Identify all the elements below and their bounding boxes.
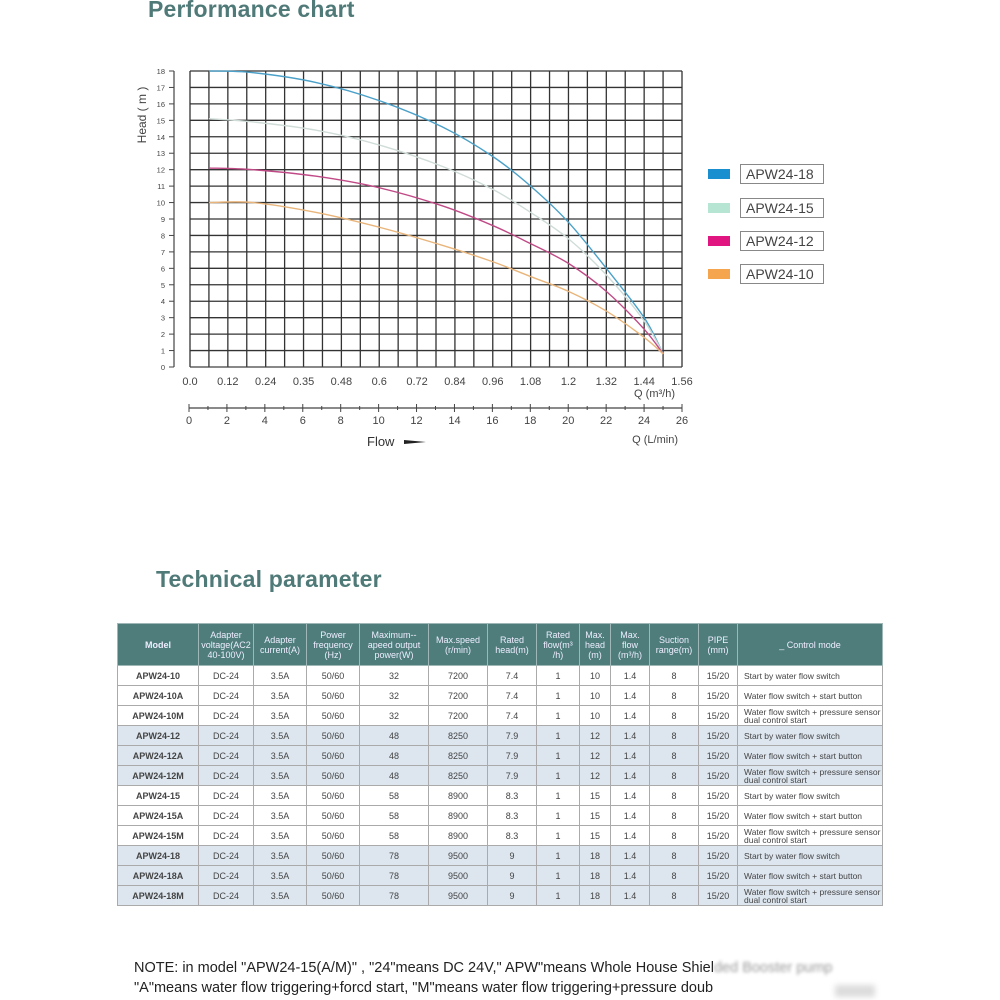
control-mode-cell: Water flow switch + start button	[738, 806, 883, 826]
table-row	[118, 806, 883, 826]
table-cell: 8	[650, 786, 699, 806]
table-cell: 8	[650, 666, 699, 686]
table-row	[118, 826, 883, 846]
y-tick-label: 14	[156, 132, 165, 142]
table-cell: 15	[580, 806, 611, 826]
table-cell: DC-24	[199, 846, 254, 866]
table-cell: 7200	[429, 686, 488, 706]
table-cell: 8	[650, 846, 699, 866]
table-cell: 3.5A	[254, 666, 307, 686]
table-cell: 1.4	[611, 746, 650, 766]
table-cell: 15/20	[699, 766, 738, 786]
table-cell: 3.5A	[254, 826, 307, 846]
legend-item	[708, 198, 824, 218]
table-cell: 1.4	[611, 766, 650, 786]
control-mode-cell: Water flow switch + start button	[738, 686, 883, 706]
control-mode-cell: Water flow switch + start button	[738, 866, 883, 886]
blurred-overlay	[835, 985, 875, 997]
table-cell: DC-24	[199, 666, 254, 686]
table-cell: 8900	[429, 806, 488, 826]
table-cell: 3.5A	[254, 786, 307, 806]
x-tick-label: 0.12	[217, 376, 239, 388]
table-cell: DC-24	[199, 866, 254, 886]
table-cell: 8	[650, 806, 699, 826]
x2-tick-label: 20	[562, 415, 575, 427]
x-tick-label: 0.72	[406, 376, 428, 388]
y-axis-label: Head ( m )	[135, 86, 149, 144]
table-cell: 3.5A	[254, 886, 307, 906]
table-header-cell: Power frequency (Hz)	[307, 624, 360, 666]
table-cell: 1	[537, 826, 580, 846]
legend-label: APW24-15	[740, 198, 824, 218]
legend-swatch	[708, 169, 730, 179]
x2-tick-label: 4	[261, 415, 268, 427]
table-cell: 8250	[429, 746, 488, 766]
table-header-row	[118, 624, 883, 666]
table-cell: 32	[360, 666, 429, 686]
control-mode-cell: Start by water flow switch	[738, 666, 883, 686]
model-cell: APW24-18M	[118, 886, 199, 906]
technical-parameter-title: Technical parameter	[156, 566, 382, 592]
model-cell: APW24-18	[118, 846, 199, 866]
y-tick-label: 4	[160, 297, 165, 307]
table-row	[118, 866, 883, 886]
table-cell: 50/60	[307, 846, 360, 866]
x-tick-label: 0.6	[371, 376, 387, 388]
table-cell: DC-24	[199, 746, 254, 766]
table-cell: 8900	[429, 786, 488, 806]
legend-swatch	[708, 203, 730, 213]
table-cell: DC-24	[199, 806, 254, 826]
table-cell: 8250	[429, 766, 488, 786]
table-cell: 58	[360, 826, 429, 846]
table-cell: 10	[580, 706, 611, 726]
table-cell: 9500	[429, 866, 488, 886]
table-cell: 18	[580, 846, 611, 866]
x-tick-label: 1.2	[560, 376, 577, 388]
table-cell: 3.5A	[254, 726, 307, 746]
table-row	[118, 666, 883, 686]
note-line-1-text: NOTE: in model "APW24-15(A/M)" , "24"means DC 24V," APW"means Whole House Shiel	[134, 960, 714, 976]
table-cell: 50/60	[307, 686, 360, 706]
table-row	[118, 746, 883, 766]
table-cell: DC-24	[199, 786, 254, 806]
table-cell: 1.4	[611, 706, 650, 726]
table-cell: DC-24	[199, 686, 254, 706]
model-cell: APW24-15M	[118, 826, 199, 846]
table-cell: DC-24	[199, 706, 254, 726]
table-cell: 1.4	[611, 786, 650, 806]
table-cell: 15/20	[699, 866, 738, 886]
table-row	[118, 726, 883, 746]
x2-tick-label: 8	[337, 415, 344, 427]
table-cell: 8	[650, 826, 699, 846]
table-cell: 15/20	[699, 786, 738, 806]
x-tick-label: 0.84	[444, 376, 466, 388]
note-line-1-obscured: ded Booster pump	[713, 960, 833, 976]
table-cell: 50/60	[307, 826, 360, 846]
table-cell: 1	[537, 846, 580, 866]
model-cell: APW24-15	[118, 786, 199, 806]
table-cell: 3.5A	[254, 866, 307, 886]
table-cell: 50/60	[307, 726, 360, 746]
table-header-cell: Maximum-- apeed output power(W)	[360, 624, 429, 666]
table-cell: 9500	[429, 846, 488, 866]
model-cell: APW24-12A	[118, 746, 199, 766]
model-cell: APW24-10M	[118, 706, 199, 726]
table-cell: 8900	[429, 826, 488, 846]
table-cell: 10	[580, 686, 611, 706]
table-cell: 8	[650, 686, 699, 706]
table-cell: DC-24	[199, 766, 254, 786]
table-cell: 7.4	[488, 666, 537, 686]
table-cell: 58	[360, 806, 429, 826]
model-cell: APW24-15A	[118, 806, 199, 826]
control-mode-cell: Start by water flow switch	[738, 786, 883, 806]
table-cell: 1	[537, 706, 580, 726]
table-cell: 18	[580, 886, 611, 906]
table-header-cell: Max. head (m)	[580, 624, 611, 666]
table-cell: 1.4	[611, 806, 650, 826]
table-row	[118, 886, 883, 906]
table-cell: 58	[360, 786, 429, 806]
table-cell: 1.4	[611, 826, 650, 846]
table-cell: 50/60	[307, 706, 360, 726]
table-cell: 78	[360, 846, 429, 866]
x-tick-label: 0.96	[482, 376, 504, 388]
table-cell: 15	[580, 826, 611, 846]
control-mode-cell: Water flow switch + start button	[738, 746, 883, 766]
y-tick-label: 7	[160, 247, 165, 257]
y-tick-label: 8	[160, 231, 165, 241]
table-cell: DC-24	[199, 726, 254, 746]
table-cell: 8	[650, 726, 699, 746]
legend-item	[708, 264, 824, 284]
table-cell: 15/20	[699, 746, 738, 766]
table-header-cell: Adapter voltage(AC2 40-100V)	[199, 624, 254, 666]
y-tick-label: 5	[160, 280, 165, 290]
technical-parameter-table	[117, 623, 883, 906]
x-tick-label: 1.32	[595, 376, 618, 388]
table-cell: 3.5A	[254, 746, 307, 766]
x-tick-label: 1.56	[671, 376, 693, 388]
table-row	[118, 786, 883, 806]
y-tick-label: 3	[160, 313, 165, 323]
table-cell: 8.3	[488, 786, 537, 806]
table-cell: 7.4	[488, 686, 537, 706]
table-header-cell: _ Control mode	[738, 624, 883, 666]
table-row	[118, 846, 883, 866]
table-cell: 1	[537, 786, 580, 806]
control-mode-cell: Water flow switch + pressure sensor dual control start	[738, 706, 883, 726]
x-tick-label: 0.0	[182, 376, 198, 388]
legend-item	[708, 164, 824, 184]
table-cell: 18	[580, 866, 611, 886]
y-tick-label: 11	[157, 182, 165, 192]
x2-tick-label: 14	[448, 415, 461, 427]
table-row	[118, 766, 883, 786]
table-cell: 15/20	[699, 726, 738, 746]
x2-unit-label: Q (L/min)	[632, 434, 678, 446]
table-cell: 8	[650, 746, 699, 766]
table-cell: 1	[537, 686, 580, 706]
x-tick-label: 0.35	[292, 376, 315, 388]
table-cell: 1.4	[611, 886, 650, 906]
table-cell: DC-24	[199, 826, 254, 846]
table-cell: 8	[650, 866, 699, 886]
table-cell: 15/20	[699, 826, 738, 846]
table-cell: 32	[360, 706, 429, 726]
flow-arrow-icon	[404, 440, 426, 444]
table-cell: 1.4	[611, 686, 650, 706]
y-tick-label: 15	[156, 116, 165, 126]
y-tick-label: 9	[160, 215, 165, 224]
table-cell: 15/20	[699, 666, 738, 686]
model-cell: APW24-10	[118, 666, 199, 686]
table-cell: 7200	[429, 666, 488, 686]
x2-tick-label: 18	[524, 415, 537, 427]
x2-tick-label: 10	[372, 415, 385, 427]
table-row	[118, 686, 883, 706]
table-cell: 9	[488, 866, 537, 886]
y-tick-label: 17	[156, 83, 165, 93]
table-cell: 1	[537, 666, 580, 686]
y-tick-label: 10	[156, 198, 165, 208]
table-header-cell: Max.speed (r/min)	[429, 624, 488, 666]
table-header-cell: Adapter current(A)	[254, 624, 307, 666]
table-cell: 15/20	[699, 806, 738, 826]
table-cell: 15/20	[699, 886, 738, 906]
table-header-cell: Max. flow (m³/h)	[611, 624, 650, 666]
table-cell: 12	[580, 726, 611, 746]
y-tick-label: 6	[160, 264, 165, 274]
table-cell: 1.4	[611, 666, 650, 686]
table-cell: 15/20	[699, 706, 738, 726]
table-cell: 1.4	[611, 726, 650, 746]
table-cell: 1.4	[611, 846, 650, 866]
table-cell: 8250	[429, 726, 488, 746]
table-header-cell: Suction range(m)	[650, 624, 699, 666]
table-cell: 1	[537, 726, 580, 746]
x-tick-label: 0.48	[330, 376, 353, 388]
x-axis-label: Flow	[367, 434, 395, 449]
x2-tick-label: 6	[299, 415, 306, 427]
table-cell: 15	[580, 786, 611, 806]
note-line-1	[134, 960, 832, 976]
table-cell: 3.5A	[254, 706, 307, 726]
table-cell: 50/60	[307, 746, 360, 766]
table-cell: 78	[360, 866, 429, 886]
table-header-cell: PIPE (mm)	[699, 624, 738, 666]
table-cell: 1	[537, 766, 580, 786]
table-cell: 9500	[429, 886, 488, 906]
table-cell: 3.5A	[254, 846, 307, 866]
table-row	[118, 706, 883, 726]
legend-label: APW24-18	[740, 164, 824, 184]
x-tick-label: 1.44	[633, 376, 655, 388]
table-cell: 8.3	[488, 806, 537, 826]
x-unit-label: Q (m³/h)	[634, 388, 675, 400]
legend-label: APW24-12	[740, 231, 824, 251]
x2-tick-label: 22	[600, 415, 613, 427]
control-mode-cell: Start by water flow switch	[738, 726, 883, 746]
x2-tick-label: 2	[223, 415, 230, 427]
table-cell: 9	[488, 846, 537, 866]
table-header-cell: Rated flow(m³ /h)	[537, 624, 580, 666]
model-cell: APW24-10A	[118, 686, 199, 706]
table-cell: 50/60	[307, 886, 360, 906]
y-tick-label: 12	[156, 165, 165, 175]
table-cell: 10	[580, 666, 611, 686]
x2-tick-label: 24	[637, 415, 651, 427]
table-cell: 50/60	[307, 786, 360, 806]
legend-label: APW24-10	[740, 264, 824, 284]
table-cell: 50/60	[307, 666, 360, 686]
control-mode-cell: Start by water flow switch	[738, 846, 883, 866]
table-cell: 1	[537, 746, 580, 766]
performance-chart	[0, 0, 1000, 470]
x-tick-label: 1.08	[519, 376, 542, 388]
x2-tick-label: 12	[410, 415, 423, 427]
table-header-cell: Model	[118, 624, 199, 666]
table-cell: 7.9	[488, 766, 537, 786]
control-mode-cell: Water flow switch + pressure sensor dual control start	[738, 766, 883, 786]
x2-tick-label: 0	[185, 415, 193, 427]
table-header-cell: Rated head(m)	[488, 624, 537, 666]
table-cell: 32	[360, 686, 429, 706]
y-tick-label: 1	[160, 346, 165, 356]
table-cell: 7.4	[488, 706, 537, 726]
table-cell: 1	[537, 806, 580, 826]
table-cell: 8	[650, 886, 699, 906]
y-tick-label: 2	[160, 330, 165, 340]
table-cell: 3.5A	[254, 806, 307, 826]
control-mode-cell: Water flow switch + pressure sensor dual control start	[738, 886, 883, 906]
y-tick-label: 0	[160, 363, 165, 372]
y-tick-label: 13	[156, 149, 165, 159]
table-cell: 9	[488, 886, 537, 906]
x2-tick-label: 26	[675, 415, 689, 427]
table-cell: 15/20	[699, 846, 738, 866]
table-cell: 1.4	[611, 866, 650, 886]
table-cell: 78	[360, 886, 429, 906]
table-cell: 50/60	[307, 866, 360, 886]
table-cell: 7.9	[488, 726, 537, 746]
table-cell: 50/60	[307, 766, 360, 786]
x2-tick-label: 16	[486, 415, 499, 427]
performance-chart-title: Performance chart	[148, 0, 355, 22]
table-cell: 12	[580, 746, 611, 766]
table-cell: 12	[580, 766, 611, 786]
table-cell: DC-24	[199, 886, 254, 906]
y-tick-label: 16	[156, 99, 165, 109]
table-cell: 8	[650, 766, 699, 786]
model-cell: APW24-18A	[118, 866, 199, 886]
note-line-2: "A"means water flow triggering+forcd start, "M"means water flow triggering+pressure doub	[134, 980, 714, 996]
table-cell: 48	[360, 746, 429, 766]
table-cell: 3.5A	[254, 686, 307, 706]
table-cell: 1	[537, 866, 580, 886]
table-cell: 8	[650, 706, 699, 726]
table-cell: 15/20	[699, 686, 738, 706]
model-cell: APW24-12M	[118, 766, 199, 786]
table-cell: 8.3	[488, 826, 537, 846]
legend-item	[708, 231, 824, 251]
y-tick-label: 18	[156, 67, 165, 76]
table-cell: 48	[360, 766, 429, 786]
table-cell: 7.9	[488, 746, 537, 766]
table-cell: 7200	[429, 706, 488, 726]
table-cell: 48	[360, 726, 429, 746]
control-mode-cell: Water flow switch + pressure sensor dual control start	[738, 826, 883, 846]
table-cell: 3.5A	[254, 766, 307, 786]
model-cell: APW24-12	[118, 726, 199, 746]
table-cell: 50/60	[307, 806, 360, 826]
legend-swatch	[708, 269, 730, 279]
table-cell: 1	[537, 886, 580, 906]
x-tick-label: 0.24	[254, 376, 277, 388]
legend-swatch	[708, 236, 730, 246]
